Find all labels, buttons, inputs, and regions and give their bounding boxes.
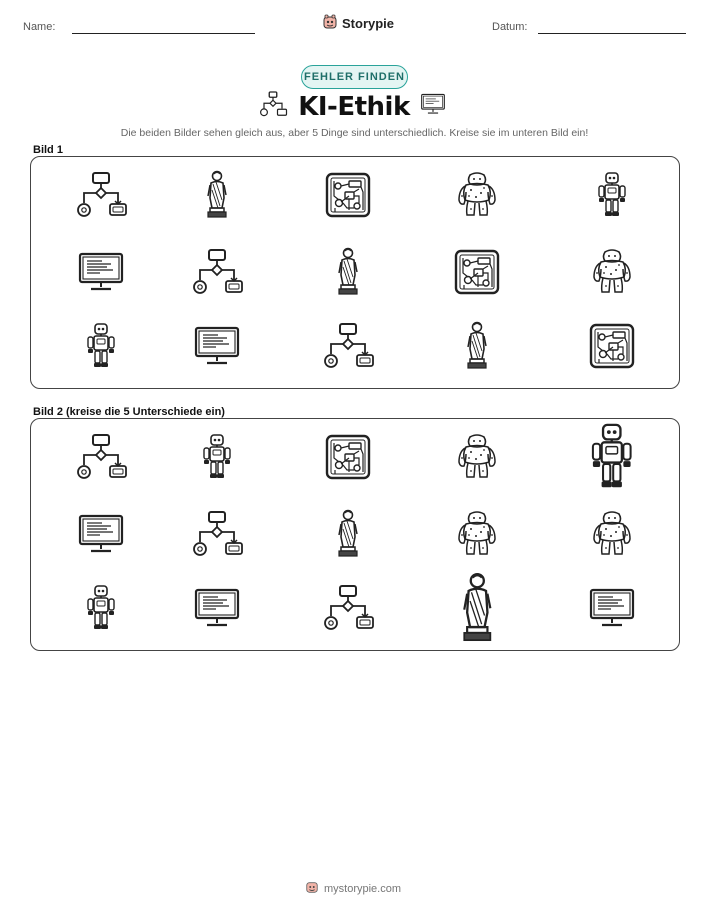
flowchart-icon[interactable] [303, 301, 393, 391]
computer-monitor-icon[interactable] [567, 563, 657, 653]
name-label: Name: [23, 21, 56, 33]
instructions-text: Die beiden Bilder sehen gleich aus, aber 5 Dinge sind unterschiedlich. Kreise sie im unteren Bild ein! [120, 127, 589, 139]
brand-logo [322, 14, 394, 33]
picture1-panel[interactable] [30, 156, 680, 389]
circuit-board-icon[interactable] [567, 301, 657, 391]
computer-monitor-icon[interactable] [172, 301, 262, 391]
brand-name: Storypie [342, 16, 395, 31]
page-title: KI-Ethik [298, 92, 410, 122]
statue-icon[interactable] [432, 563, 522, 653]
title-monitor-icon [420, 92, 446, 121]
robot-icon[interactable] [56, 563, 146, 653]
date-line[interactable] [538, 33, 686, 34]
statue-icon[interactable] [432, 301, 522, 391]
title-flowchart-icon [258, 90, 288, 123]
picture2-panel[interactable] [30, 418, 680, 651]
computer-monitor-icon[interactable] [172, 563, 262, 653]
footer-storypie-logo-icon [305, 880, 319, 897]
footer-site: mystorypie.com [324, 882, 402, 895]
storypie-logo-icon [322, 14, 338, 33]
footer [305, 880, 401, 897]
name-line[interactable] [72, 33, 255, 34]
activity-badge: FEHLER FINDEN [301, 65, 408, 89]
picture1-label: Bild 1 [33, 144, 63, 156]
robot-icon[interactable] [56, 301, 146, 391]
flowchart-icon[interactable] [303, 563, 393, 653]
date-label: Datum: [492, 21, 528, 33]
picture2-label: Bild 2 (kreise die 5 Unterschiede ein) [33, 406, 225, 418]
